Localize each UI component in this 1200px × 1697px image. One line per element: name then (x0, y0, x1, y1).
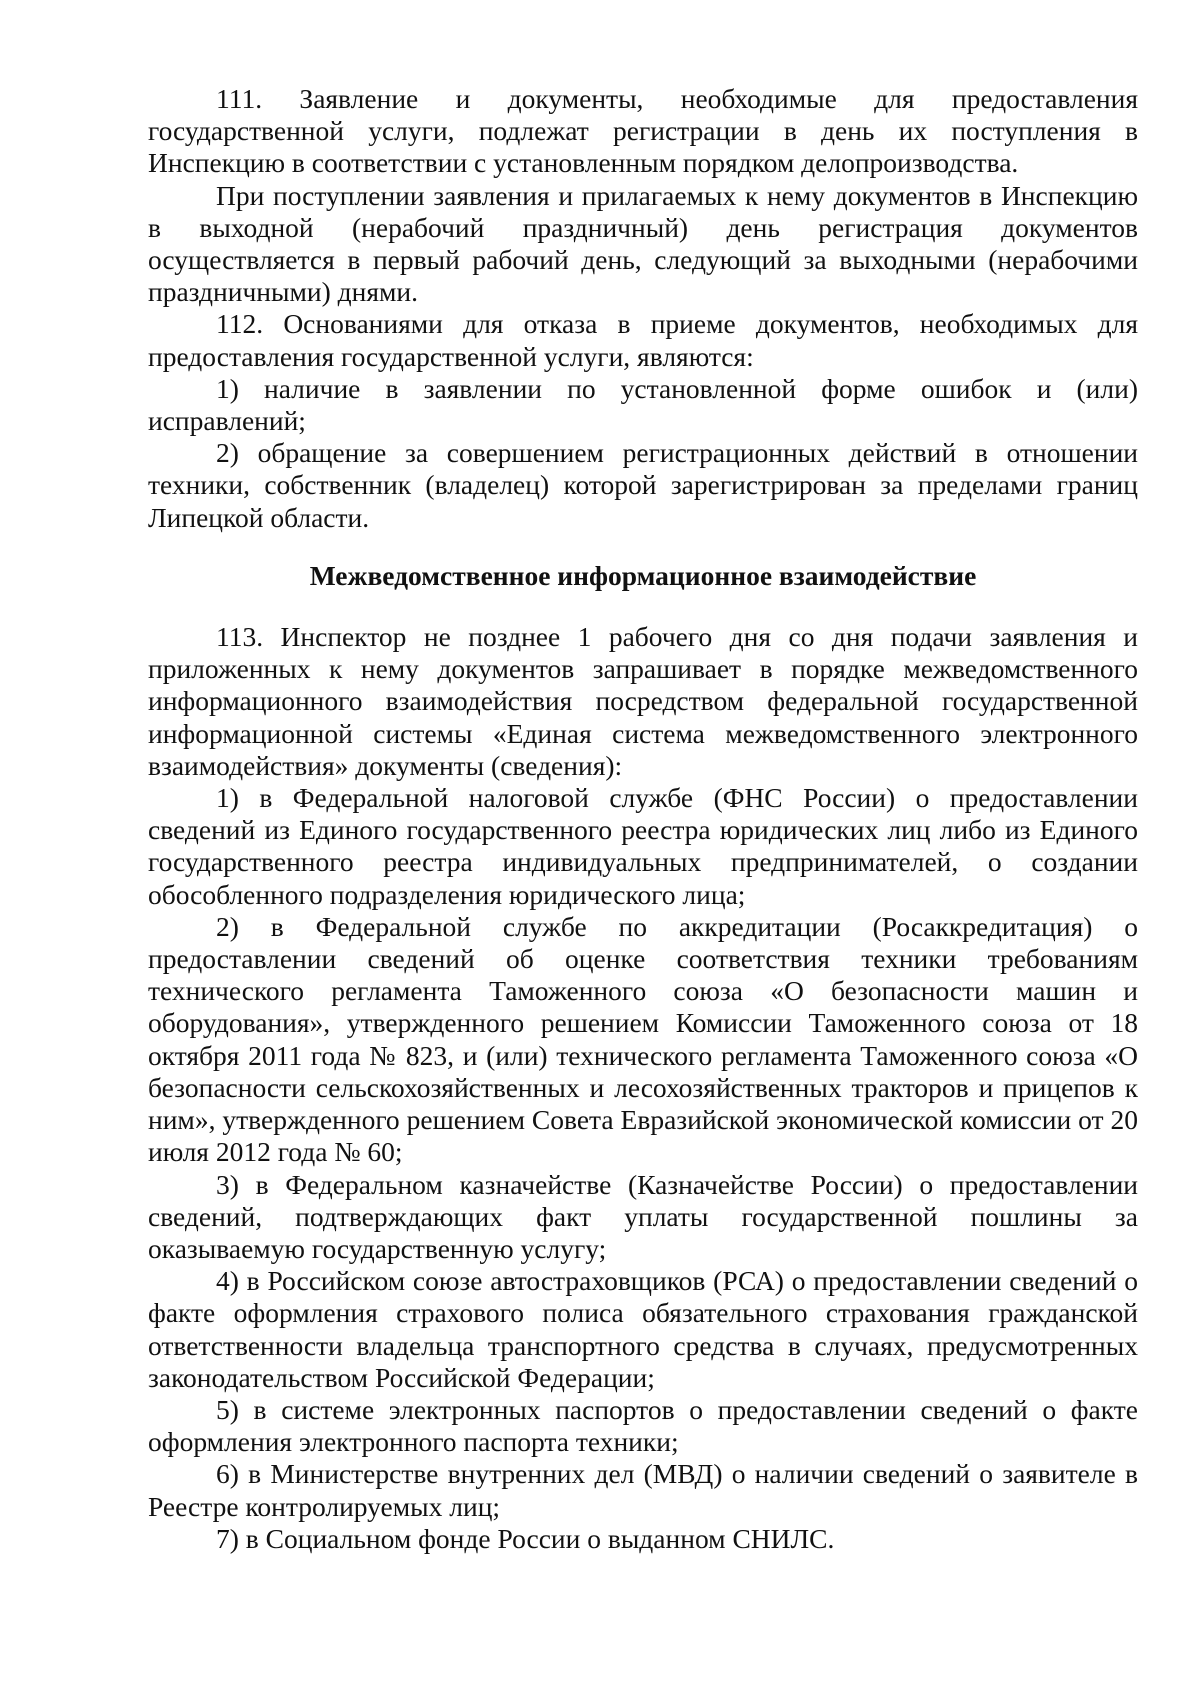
list-item-113-7: 7) в Социальном фонде России о выданном СНИЛС. (216, 1522, 835, 1554)
list-item-113-5: 5) в системе электронных паспортов о предоставлении сведений о факте оформления электронного паспорта техники; (148, 1393, 1138, 1458)
list-item-113-6: 6) в Министерстве внутренних дел (МВД) о наличии сведений о заявителе в Реестре контролируемых лиц; (148, 1458, 1138, 1522)
list-item-113-3: 3) в Федеральном казначействе (Казначействе России) о предоставлении сведений, подтверждающих факт уплаты государственной пошлины за оказываемую государственную услугу; (148, 1168, 1138, 1264)
paragraph-113: 113. Инспектор не позднее 1 рабочего дня со дня подачи заявления и приложенных к нему документов запрашивает в порядке межведомственного информационного взаимодействия посредством федеральной государственной информационной системы «Единая система межведомственного электронного взаимодействия» документы (сведения): (148, 621, 1138, 781)
list-item-112-2: 2) обращение за совершением регистрационных действий в отношении техники, собственник (владелец) которой зарегистрирован за пределами границ Липецкой области. (148, 437, 1138, 533)
paragraph-weekend-registration: При поступлении заявления и прилагаемых к нему документов в Инспекцию в выходной (нерабочий праздничный) день регистрация документов осуществляется в первый рабочий день, следующий за выходными (нерабочими праздничными) днями. (148, 179, 1138, 308)
section-heading: Межведомственное информационное взаимодействие (309, 559, 977, 591)
document-body (148, 83, 1138, 1555)
list-item-113-4: 4) в Российском союзе автостраховщиков (РСА) о предоставлении сведений о факте оформления страхового полиса обязательного страхования гражданской ответственности владельца транспортного средства в случаях, предусмотренных законодательством Российской Федерации; (148, 1265, 1138, 1393)
paragraph-112: 112. Основаниями для отказа в приеме документов, необходимых для предоставления государственной услуги, являются: (148, 308, 1138, 372)
list-item-112-1: 1) наличие в заявлении по установленной форме ошибок и (или) исправлений; (148, 372, 1138, 437)
paragraph-111: 111. Заявление и документы, необходимые для предоставления государственной услуги, подлежат регистрации в день их поступления в Инспекцию в соответствии с установленным порядком делопроизводства. (148, 83, 1138, 179)
list-item-113-1: 1) в Федеральной налоговой службе (ФНС России) о предоставлении сведений из Единого государственного реестра юридических лиц либо из Единого государственного реестра индивидуальных предпринимателей, о создании обособленного подразделения юридического лица; (148, 782, 1138, 910)
list-item-113-2: 2) в Федеральной службе по аккредитации (Росаккредитация) о предоставлении сведений об оценке соответствия техники требованиям технического регламента Таможенного союза «О безопасности машин и оборудования», утвержденного решением Комиссии Таможенного союза от 18 октября 2011 года № 823, и (или) технического регламента Таможенного союза «О безопасности сельскохозяйственных и лесохозяйственных тракторов и прицепов к ним», утвержденного решением Совета Евразийской экономической комиссии от 20 июля 2012 года № 60; (148, 910, 1138, 1168)
